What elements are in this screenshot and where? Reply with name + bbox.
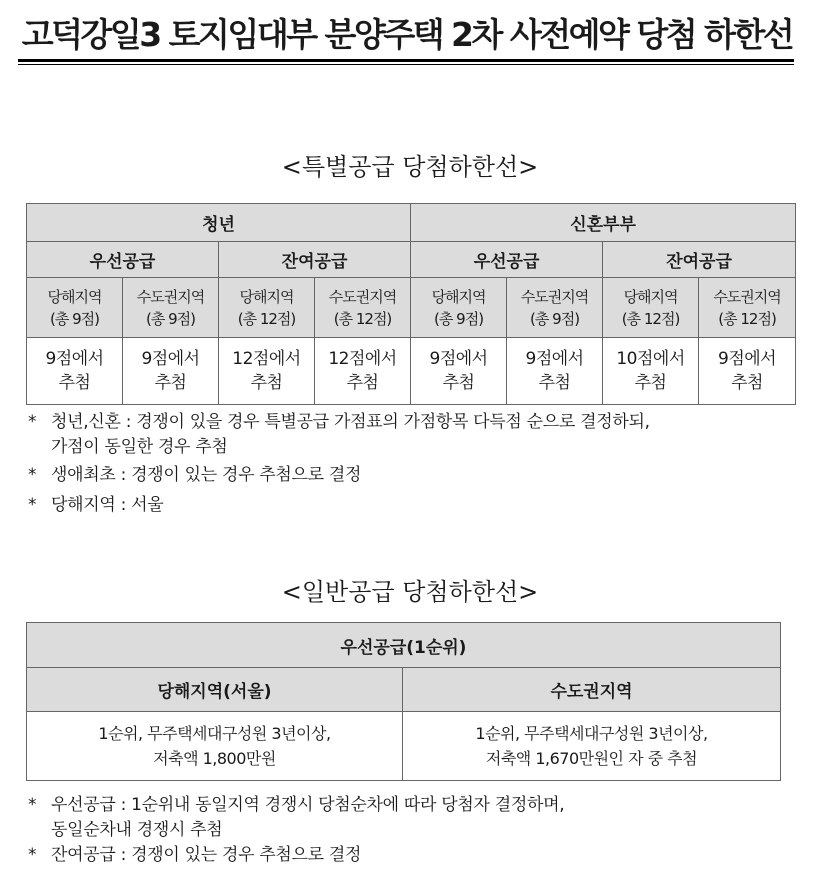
- note-item: * 우선공급 : 1순위내 동일지역 경쟁시 당첨순차에 따라 당첨자 결정하며, 동일순차내 경쟁시 추첨: [28, 795, 565, 840]
- note-item: * 청년,신혼 : 경쟁이 있을 경우 특별공급 가점표의 가점항목 다득점 순으로 결정하되, 가점이 동일한 경우 추첨: [28, 412, 650, 457]
- general-section-title: <일반공급 당첨하한선>: [281, 578, 539, 606]
- note-item: * 생애최초 : 경쟁이 있는 경우 추첨으로 결정: [28, 463, 650, 488]
- region-header: 당해지역 (총 12점): [603, 278, 699, 338]
- general-cutoff-value: 1순위, 무주택세대구성원 3년이상, 저축액 1,800만원: [27, 712, 403, 781]
- general-supply-table: [26, 622, 781, 781]
- region-header: 수도권지역 (총 9점): [507, 278, 603, 338]
- general-region-header: 당해지역(서울): [27, 668, 403, 712]
- cutoff-value: 9점에서 추첨: [27, 338, 123, 405]
- asterisk-bullet: *: [28, 845, 37, 865]
- special-notes: [28, 410, 650, 518]
- region-header: 수도권지역 (총 9점): [123, 278, 219, 338]
- general-header: 우선공급(1순위): [27, 623, 781, 668]
- title-underline: [18, 59, 794, 62]
- asterisk-bullet: *: [28, 465, 37, 485]
- asterisk-bullet: *: [28, 412, 37, 432]
- asterisk-bullet: *: [28, 495, 37, 515]
- cutoff-value: 12점에서 추첨: [315, 338, 411, 405]
- cutoff-value: 10점에서 추첨: [603, 338, 699, 405]
- supply-type-header: 잔여공급: [219, 242, 411, 278]
- page-title: 고덕강일3 토지임대부 분양주택 2차 사전예약 당첨 하한선: [21, 15, 793, 54]
- note-item: * 당해지역 : 서울: [28, 493, 650, 518]
- asterisk-bullet: *: [28, 795, 37, 815]
- special-section-title: <특별공급 당첨하한선>: [281, 153, 539, 181]
- note-item: * 잔여공급 : 경쟁이 있는 경우 추첨으로 결정: [28, 843, 564, 868]
- cutoff-value: 9점에서 추첨: [411, 338, 507, 405]
- region-header: 당해지역 (총 9점): [27, 278, 123, 338]
- region-header: 당해지역 (총 12점): [219, 278, 315, 338]
- title-underline-thin: [18, 64, 794, 65]
- general-region-header: 수도권지역: [403, 668, 781, 712]
- group-header-newlyweds: 신혼부부: [411, 204, 796, 242]
- general-notes: [28, 793, 564, 868]
- supply-type-header: 잔여공급: [603, 242, 796, 278]
- cutoff-value: 9점에서 추첨: [507, 338, 603, 405]
- cutoff-value: 9점에서 추첨: [699, 338, 796, 405]
- group-header-youth: 청년: [27, 204, 411, 242]
- region-header: 수도권지역 (총 12점): [315, 278, 411, 338]
- supply-type-header: 우선공급: [411, 242, 603, 278]
- general-cutoff-value: 1순위, 무주택세대구성원 3년이상, 저축액 1,670만원인 자 중 추첨: [403, 712, 781, 781]
- region-header: 당해지역 (총 9점): [411, 278, 507, 338]
- region-header: 수도권지역 (총 12점): [699, 278, 796, 338]
- special-supply-table: [26, 203, 796, 405]
- cutoff-value: 9점에서 추첨: [123, 338, 219, 405]
- supply-type-header: 우선공급: [27, 242, 219, 278]
- cutoff-value: 12점에서 추첨: [219, 338, 315, 405]
